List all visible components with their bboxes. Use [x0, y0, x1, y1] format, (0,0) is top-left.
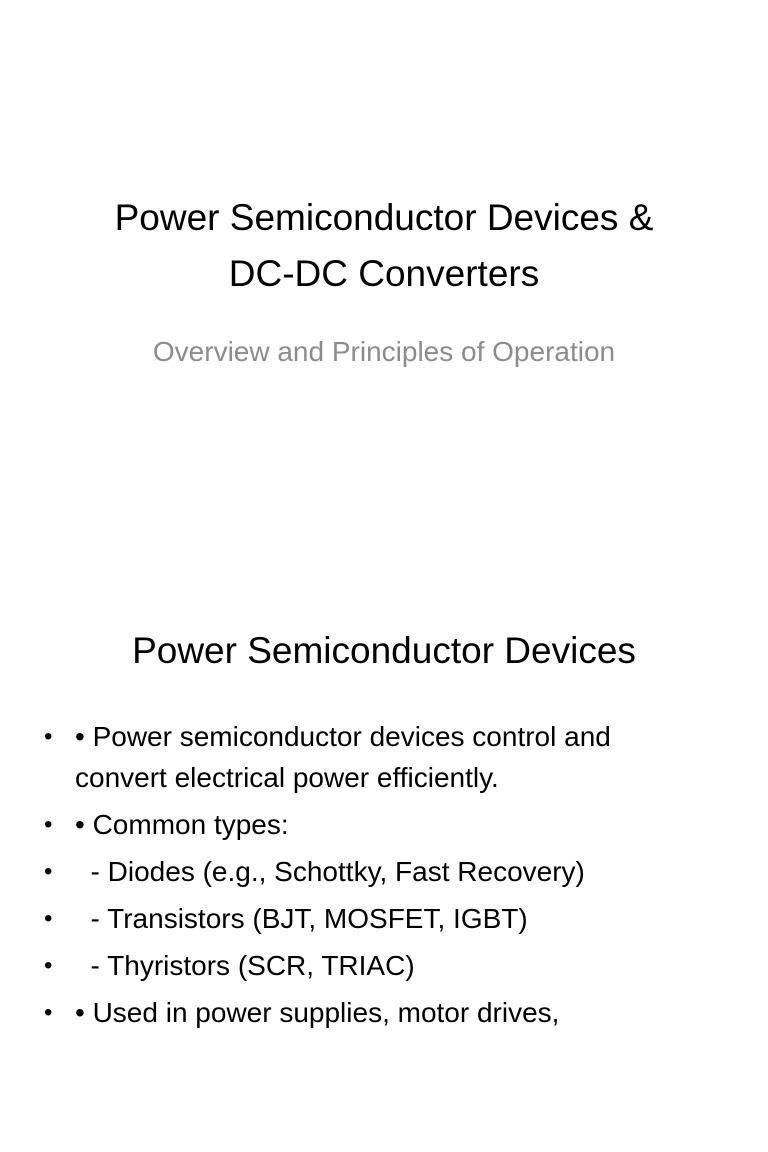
bullet-marker: •: [44, 811, 53, 838]
bullet-item: [0, 945, 768, 986]
bullet-marker: •: [44, 952, 53, 979]
slide-title-line-2: DC-DC Converters: [228, 253, 540, 294]
bullet-text: • Common types:: [75, 809, 289, 840]
bullet-text: • Used in power supplies, motor drives,: [75, 997, 560, 1028]
bullet-marker: •: [44, 905, 53, 932]
slide-title-line-1: Power Semiconductor Devices &: [114, 197, 654, 238]
bullet-item: [0, 804, 768, 845]
bullet-marker: •: [44, 858, 53, 885]
slide-subtitle: Overview and Principles of Operation: [152, 336, 616, 367]
content-slide: [0, 576, 768, 1152]
bullet-item: [0, 992, 768, 1033]
bullet-marker: •: [44, 999, 53, 1026]
bullet-text: • Power semiconductor devices control and convert electrical power efficiently.: [75, 721, 611, 793]
bullet-item: [0, 716, 768, 798]
content-slide-title: Power Semiconductor Devices: [132, 630, 636, 671]
bullet-list: [0, 716, 768, 1039]
bullet-item: [0, 898, 768, 939]
bullet-text: - Diodes (e.g., Schottky, Fast Recovery): [75, 856, 585, 887]
slide-title: [40, 190, 728, 302]
bullet-text: - Thyristors (SCR, TRIAC): [75, 950, 415, 981]
bullet-marker: •: [44, 723, 53, 750]
bullet-item: [0, 851, 768, 892]
bullet-text: - Transistors (BJT, MOSFET, IGBT): [75, 903, 528, 934]
